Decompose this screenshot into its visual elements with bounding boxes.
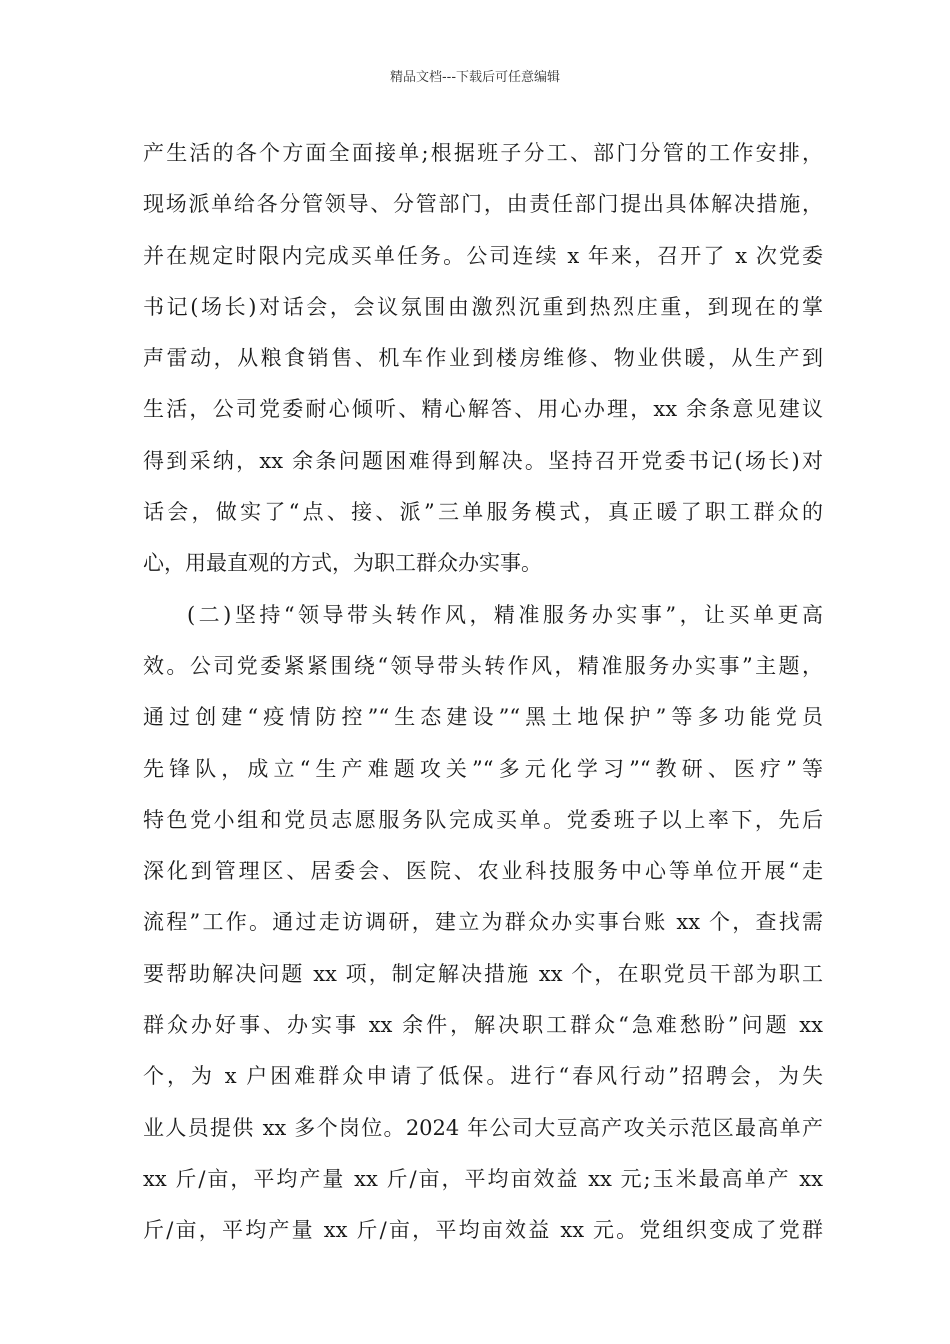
paragraph-line: 特色党小组和党员志愿服务队完成买单。党委班子以上率下，先后	[143, 807, 823, 832]
paragraph-line: 话会，做实了“点、接、派”三单服务模式，真正暖了职工群众的	[143, 500, 823, 525]
paragraph-line: xx 斤/亩，平均产量 xx 斤/亩，平均亩效益 xx 元;玉米最高单产 xx	[143, 1166, 823, 1191]
paragraph-line: 声雷动，从粮食销售、机车作业到楼房维修、物业供暖，从生产到	[143, 346, 823, 371]
page-header: 精品文档---下载后可任意编辑	[389, 70, 561, 85]
paragraph-line: 流程”工作。通过走访调研，建立为群众办实事台账 xx 个，查找需	[143, 910, 823, 935]
paragraph-line: 现场派单给各分管领导、分管部门，由责任部门提出具体解决措施，	[143, 192, 823, 217]
paragraph-line: 产生活的各个方面全面接单;根据班子分工、部门分管的工作安排，	[143, 141, 823, 165]
document-body	[143, 128, 823, 1257]
paragraph-line: 业人员提供 xx 多个岗位。2024 年公司大豆高产攻关示范区最高单产	[143, 1115, 823, 1140]
paragraph-line: 并在规定时限内完成买单任务。公司连续 x 年来，召开了 x 次党委	[143, 243, 823, 268]
paragraph-line: 深化到管理区、居委会、医院、农业科技服务中心等单位开展“走	[143, 859, 823, 884]
paragraph-line: 群众办好事、办实事 xx 余件，解决职工群众“急难愁盼”问题 xx	[143, 1013, 823, 1038]
paragraph-line: 通过创建“疫情防控”“生态建设”“黑土地保护”等多功能党员	[143, 705, 823, 730]
paragraph-line: 书记(场长)对话会，会议氛围由激烈沉重到热烈庄重，到现在的掌	[143, 294, 823, 319]
paragraph-line: 个，为 x 户困难群众申请了低保。进行“春风行动”招聘会，为失	[143, 1064, 823, 1089]
paragraph-line: 斤/亩，平均产量 xx 斤/亩，平均亩效益 xx 元。党组织变成了党群	[143, 1218, 823, 1243]
paragraph-line: 心，用最直观的方式，为职工群众办实事。	[143, 551, 542, 576]
paragraph-line: 要帮助解决问题 xx 项，制定解决措施 xx 个，在职党员干部为职工	[143, 961, 823, 986]
paragraph-heading-line: (二)坚持“领导带头转作风，精准服务办实事”，让买单更高	[187, 602, 823, 627]
paragraph-line: 效。公司党委紧紧围绕“领导带头转作风，精准服务办实事”主题，	[143, 653, 823, 678]
paragraph-line: 生活，公司党委耐心倾听、精心解答、用心办理，xx 余条意见建议	[143, 397, 823, 422]
paragraph-line: 先锋队，成立“生产难题攻关”“多元化学习”“教研、医疗”等	[143, 756, 823, 781]
paragraph-line: 得到采纳，xx 余条问题困难得到解决。坚持召开党委书记(场长)对	[143, 448, 823, 473]
